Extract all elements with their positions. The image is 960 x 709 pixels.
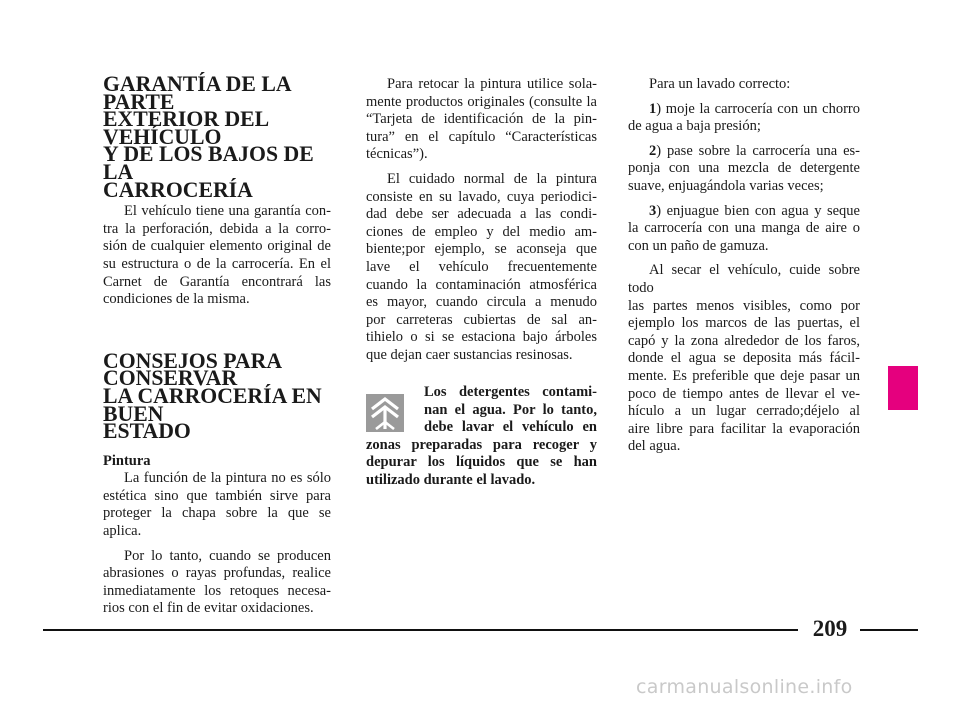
paint-paragraph-1: La función de la pintura no es sólo estética sino que también sirve para proteger la chapa sobre la que se aplica.	[103, 470, 331, 540]
heading-warranty: GARANTÍA DE LA PARTE EXTERIOR DEL VEHÍCULO Y DE LOS BAJOS DE LA CARROCERÍA	[103, 72, 314, 202]
wash-intro: Para un lavado correcto:	[649, 76, 791, 92]
wash-step-1: 1) moje la carrocería con un chorro de agua a baja presión;	[628, 100, 860, 135]
heading-body-care: CONSEJOS PARA CONSERVAR LA CARROCERÍA EN BUEN ESTADO	[103, 348, 322, 444]
footer-rule-left	[43, 629, 798, 631]
column-1	[103, 72, 331, 618]
subheading-paint: Pintura	[103, 452, 151, 469]
column-3	[628, 76, 860, 456]
page-number: 209	[812, 616, 848, 641]
environment-warning: Los detergentes contami- nan el agua. Por lo tanto, debe lavar el vehículo en zonas preparadas para recoger y depurar los líquidos que se han utilizado durante el lavado.	[366, 384, 597, 488]
wash-step-3: 3) enjuague bien con agua y seque la carrocería con una manga de aire o con un paño de gamuza.	[628, 202, 860, 254]
wash-step-2: 2) pase sobre la carrocería una es-ponja con una mezcla de detergente suave, enjuagándola varias veces;	[628, 142, 860, 194]
paint-paragraph-2: Por lo tanto, cuando se producen abrasiones o rayas profundas, realice inmediatamente los retoques necesa-rios con el fin de evitar oxidaciones.	[103, 547, 331, 617]
drying-paragraph: Al secar el vehículo, cuide sobre todo las partes menos visibles, como por ejemplo los marcos de las puertas, el capó y la zona alrededor de los faros, donde el agua se deposita más fácil- mente. Es preferible que deje pasar un poco de tiempo antes de llevar el ve- hículo a un lugar cerrado;déjelo al aire libre para facilitar la evaporación del agua.	[628, 262, 860, 455]
touchup-paragraph: Para retocar la pintura utilice sola-mente productos originales (consulte la “Tarjeta de identificación de la pin-tura” en el capítulo “Características técnicas”).	[366, 76, 597, 163]
section-tab-marker	[888, 366, 918, 410]
footer-rule-right	[860, 629, 918, 631]
watermark: carmanualsonline.info	[636, 676, 853, 698]
warranty-paragraph: El vehículo tiene una garantía con-tra la perforación, debida a la corro-sión de cualquier elemento original de su estructura o de la carrocería. En el Carnet de Garantía encontrará las condiciones de la misma.	[103, 203, 331, 308]
column-2	[366, 76, 597, 365]
chevron-up-warning-icon	[366, 394, 404, 432]
washing-paragraph: El cuidado normal de la pintura consiste en su lavado, cuya periodici- dad debe ser adecuada a las condi- ciones de empleo y del medio am- biente;por ejemplo, se aconseja que lave el vehículo frecuentemente cuando la contaminación atmosférica es mayor, cuando circula a menudo por carreteras cubiertas de sal an- tihielo o si se estaciona bajo árboles que dejan caer sustancias resinosas.	[366, 170, 597, 363]
